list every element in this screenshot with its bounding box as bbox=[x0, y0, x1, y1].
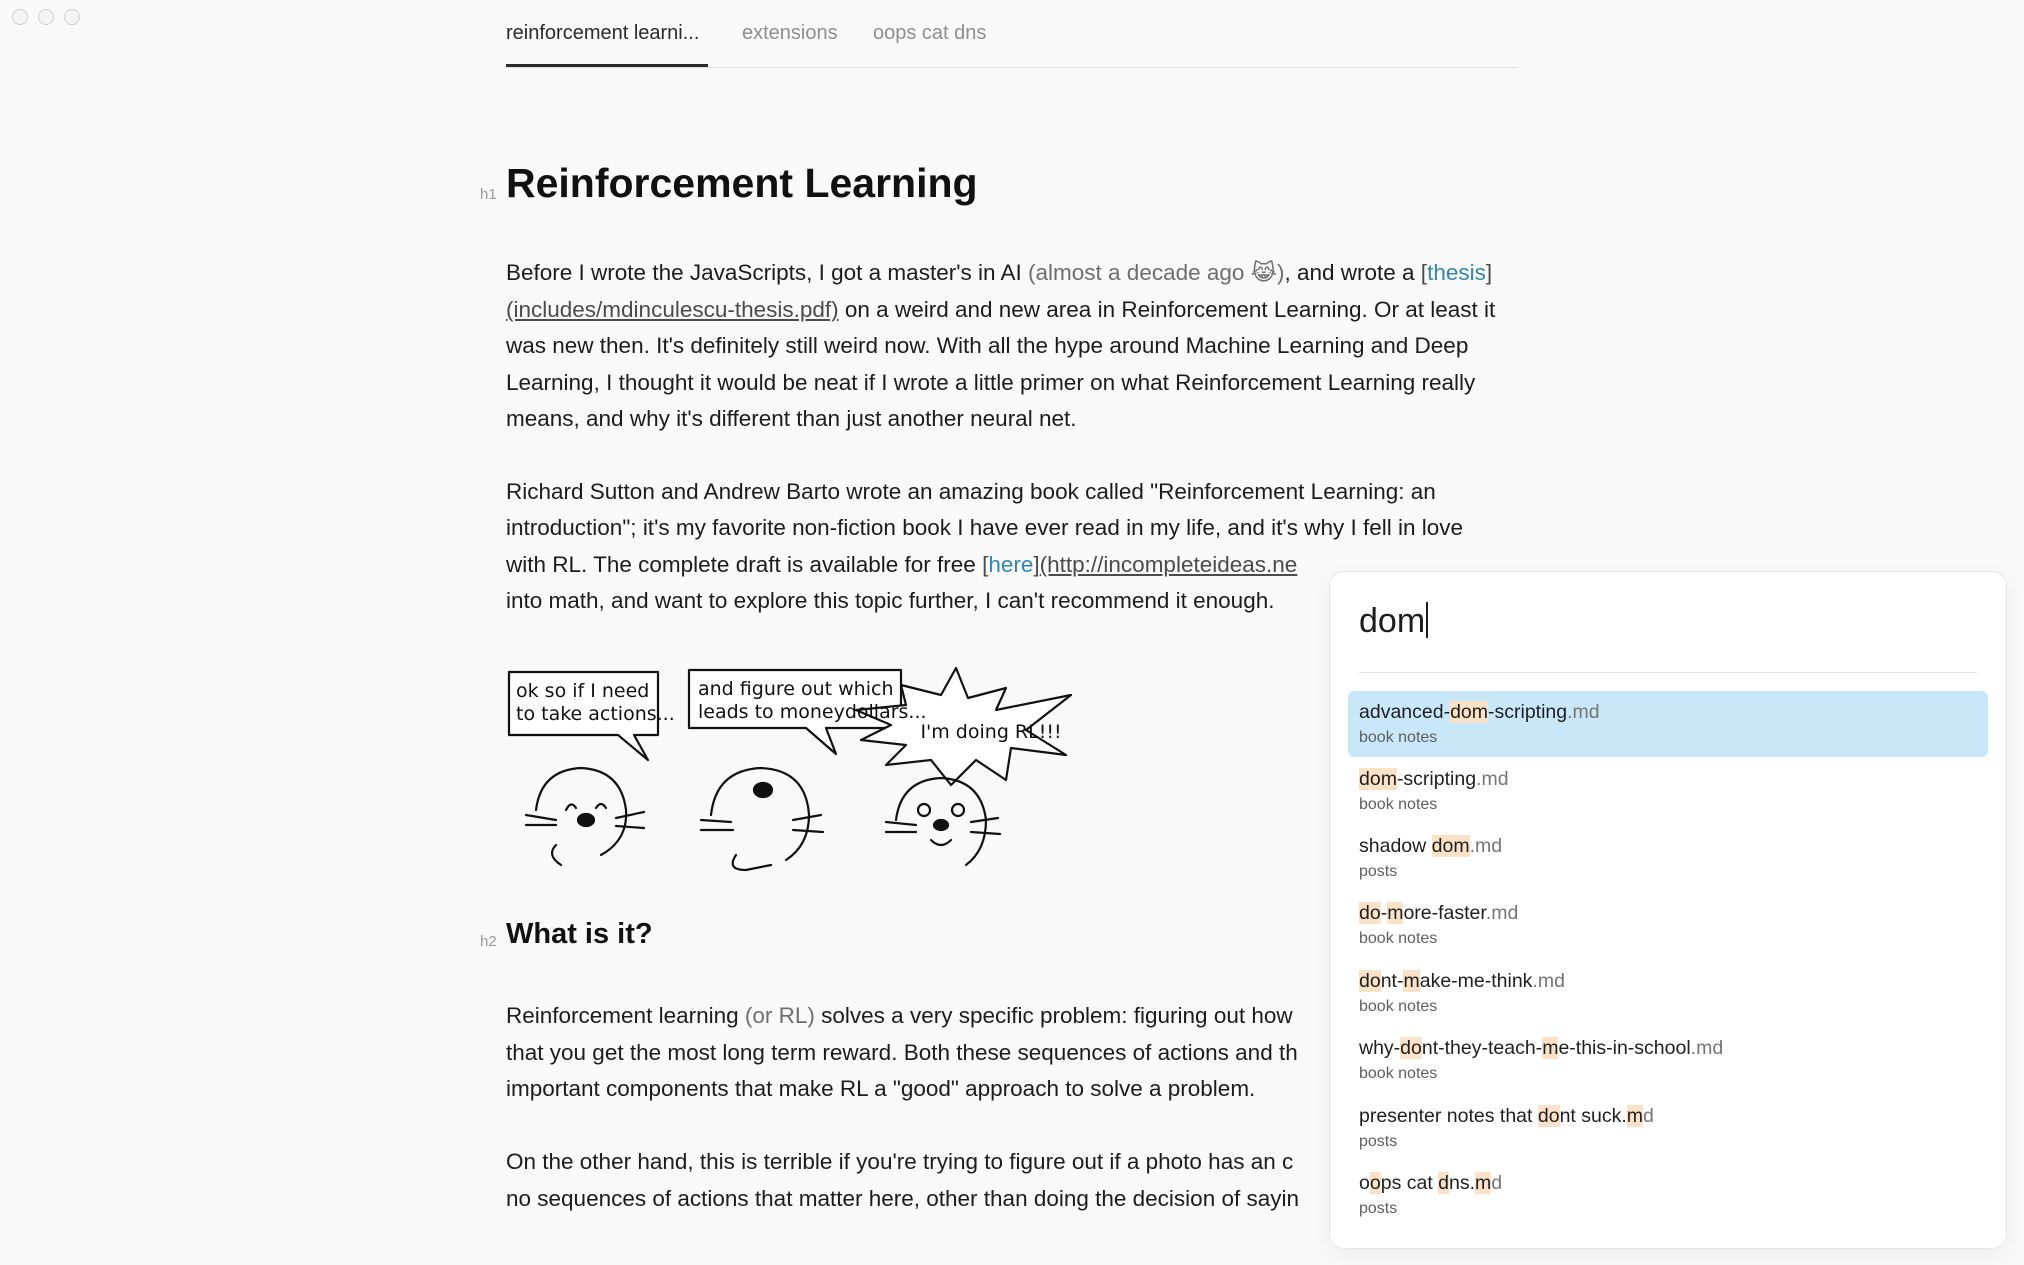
quick-open-result[interactable] bbox=[1348, 1162, 1988, 1228]
window-controls bbox=[12, 9, 80, 25]
minimize-window-button[interactable] bbox=[38, 9, 54, 25]
result-filename: presenter notes that dont suck.md bbox=[1359, 1105, 1654, 1127]
tab-extensions[interactable]: extensions bbox=[742, 22, 838, 44]
comic-panel1-line2: to take actions... bbox=[516, 703, 675, 725]
result-filename: oops cat dns.md bbox=[1359, 1172, 1503, 1194]
tab-bar bbox=[506, 0, 1518, 68]
text-caret bbox=[1426, 602, 1428, 638]
result-filename: advanced-dom-scripting.md bbox=[1359, 701, 1600, 723]
close-window-button[interactable] bbox=[12, 9, 28, 25]
comic-panel2-line2: leads to moneydollars... bbox=[698, 701, 927, 723]
paragraph-line: was new then. It's definitely still weird now. With all the hype around Machine Learning and Deep bbox=[506, 333, 1469, 358]
paragraph-line: introduction"; it's my favorite non-fiction book I have ever read in my life, and it's why I fell in love bbox=[506, 515, 1464, 540]
result-folder: book notes bbox=[1359, 796, 1438, 813]
tab-oops-cat-dns[interactable]: oops cat dns bbox=[873, 22, 987, 44]
result-filename: why-dont-they-teach-me-this-in-school.md bbox=[1359, 1037, 1724, 1059]
comic-panel3-text: I'm doing RL!!! bbox=[920, 721, 1062, 743]
otter-1 bbox=[526, 768, 644, 865]
paragraph-line: Richard Sutton and Andrew Barto wrote an amazing book called "Reinforcement Learning: an bbox=[506, 479, 1436, 504]
paragraph-line: with RL. The complete draft is available for free [here](http://incompleteideas.ne bbox=[506, 552, 1298, 577]
h1-marker: h1 bbox=[480, 186, 497, 203]
paragraph-line: On the other hand, this is terrible if you're trying to figure out if a photo has an c bbox=[506, 1149, 1294, 1174]
result-filename: do-more-faster.md bbox=[1359, 902, 1519, 924]
section-heading: What is it? bbox=[506, 918, 653, 950]
quick-open-palette bbox=[1330, 572, 2006, 1248]
book-link[interactable]: here bbox=[988, 552, 1034, 577]
thesis-link[interactable]: thesis bbox=[1427, 260, 1486, 285]
otter-3 bbox=[886, 778, 1000, 865]
book-url[interactable]: (http://incompleteideas.ne bbox=[1039, 552, 1298, 577]
result-folder: posts bbox=[1359, 1133, 1398, 1150]
h2-marker: h2 bbox=[480, 933, 497, 950]
paragraph-line: Before I wrote the JavaScripts, I got a master's in AI (almost a decade ago 😹), and wrote a [thesis] bbox=[506, 260, 1493, 285]
quick-open-result[interactable] bbox=[1348, 691, 1988, 757]
result-folder: posts bbox=[1359, 1200, 1398, 1217]
paragraph-line: into math, and want to explore this topic further, I can't recommend it enough. bbox=[506, 588, 1275, 613]
otter-comic-image bbox=[506, 660, 1166, 875]
paragraph-line: (includes/mdinculescu-thesis.pdf) on a weird and new area in Reinforcement Learning. Or at least it bbox=[506, 297, 1496, 322]
result-filename: dont-make-me-think.md bbox=[1359, 970, 1565, 992]
paragraph-line: Reinforcement learning (or RL) solves a very specific problem: figuring out how bbox=[506, 1003, 1293, 1028]
comic-panel2-line1: and figure out which bbox=[698, 678, 894, 700]
result-folder: book notes bbox=[1359, 930, 1438, 947]
quick-open-result[interactable] bbox=[1348, 1027, 1988, 1093]
quick-open-result[interactable] bbox=[1348, 1095, 1988, 1161]
zoom-window-button[interactable] bbox=[64, 9, 80, 25]
paragraph-line: important components that make RL a "good" approach to solve a problem. bbox=[506, 1076, 1256, 1101]
quick-open-search-input[interactable]: dom bbox=[1359, 602, 1428, 641]
result-folder: posts bbox=[1359, 863, 1398, 880]
comic-panel1-line1: ok so if I need bbox=[516, 680, 650, 702]
result-filename: shadow dom.md bbox=[1359, 835, 1503, 857]
paragraph-line: that you get the most long term reward. Both these sequences of actions and th bbox=[506, 1040, 1298, 1065]
quick-open-result[interactable] bbox=[1348, 825, 1988, 891]
thesis-url[interactable]: (includes/mdinculescu-thesis.pdf) bbox=[506, 297, 839, 322]
otter-2 bbox=[701, 768, 823, 870]
quick-open-result[interactable] bbox=[1348, 892, 1988, 958]
paragraph-line: means, and why it's different than just another neural net. bbox=[506, 406, 1077, 431]
palette-divider bbox=[1359, 672, 1977, 673]
quick-open-result[interactable] bbox=[1348, 758, 1988, 824]
quick-open-result[interactable] bbox=[1348, 960, 1988, 1026]
result-folder: book notes bbox=[1359, 998, 1438, 1015]
result-filename: dom-scripting.md bbox=[1359, 768, 1509, 790]
paragraph-line: Learning, I thought it would be neat if I wrote a little primer on what Reinforcement Learning really bbox=[506, 370, 1476, 395]
paragraph-line: no sequences of actions that matter here, other than doing the decision of sayin bbox=[506, 1186, 1300, 1211]
result-folder: book notes bbox=[1359, 1065, 1438, 1082]
page-title: Reinforcement Learning bbox=[506, 160, 978, 206]
tab-reinforcement-learning[interactable]: reinforcement learni... bbox=[506, 22, 700, 44]
result-folder: book notes bbox=[1359, 729, 1438, 746]
active-tab-indicator bbox=[506, 64, 708, 67]
